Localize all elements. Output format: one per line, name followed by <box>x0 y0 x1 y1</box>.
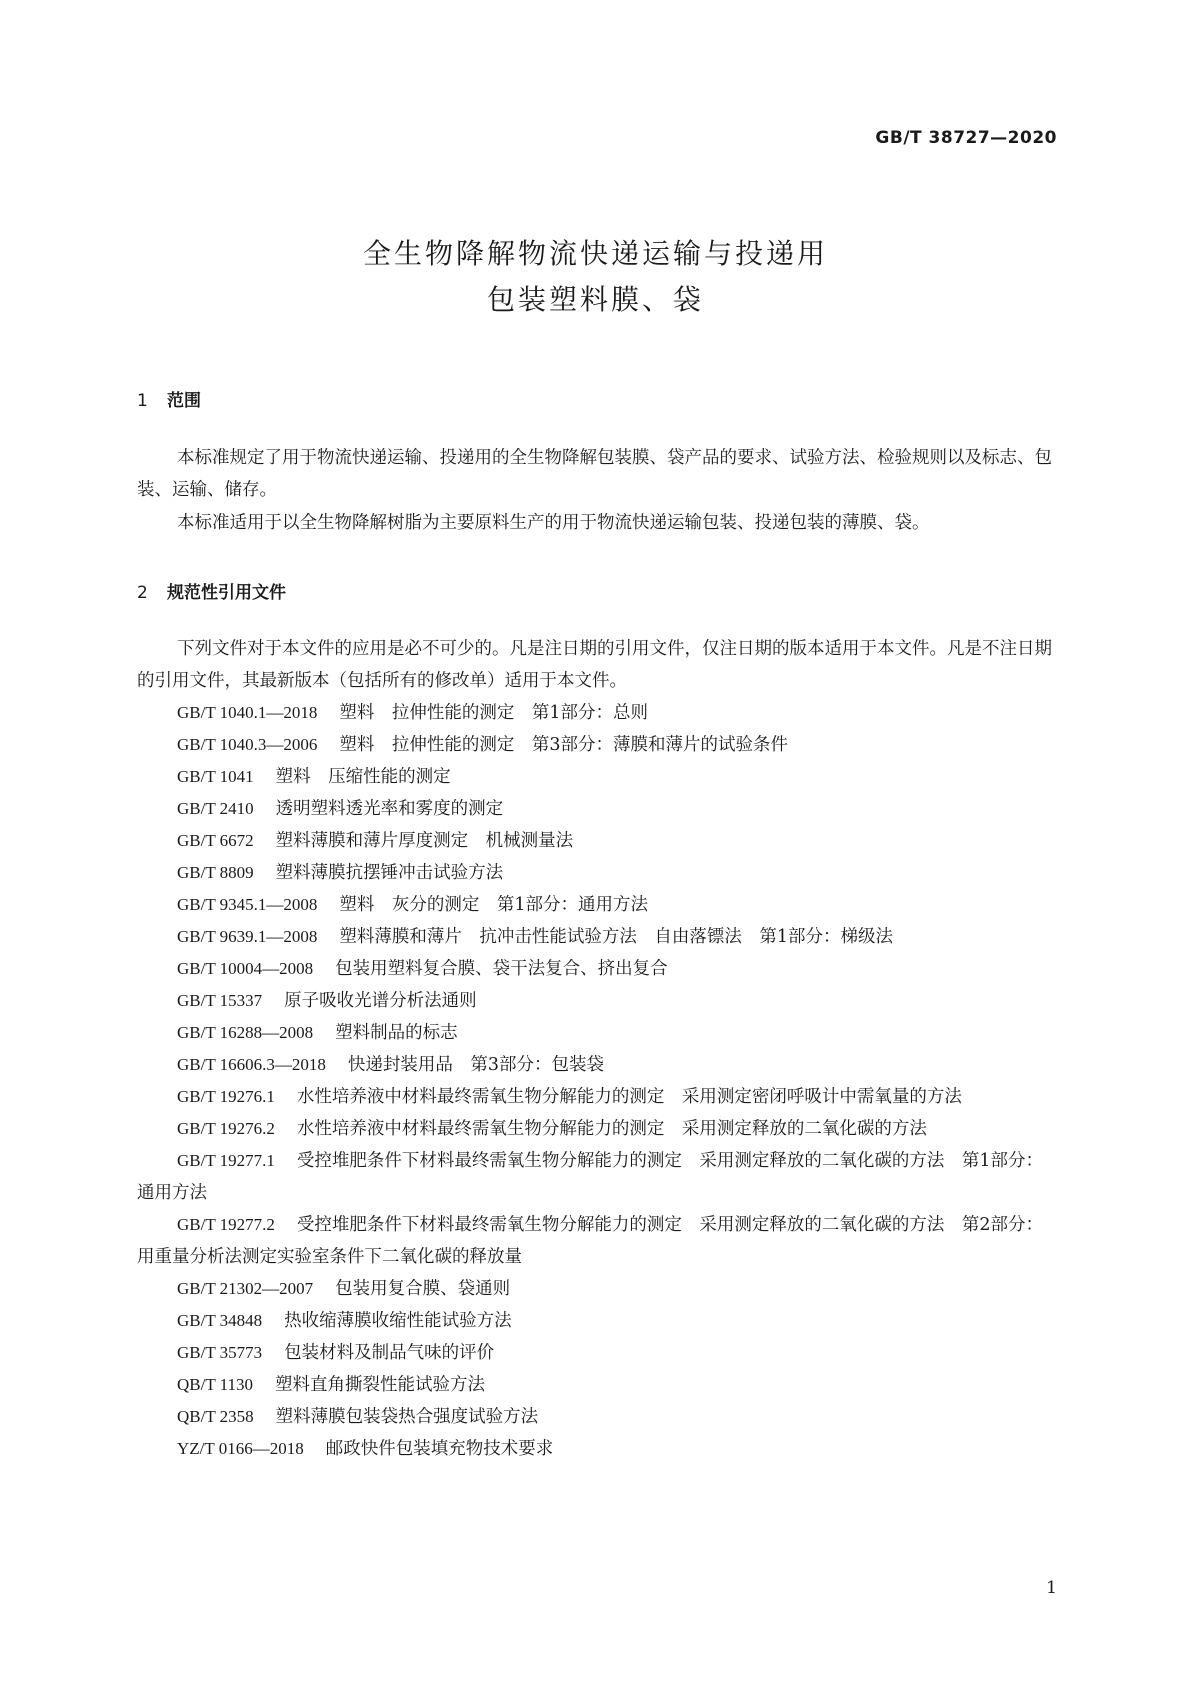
reference-code: GB/T 6672 <box>177 831 254 850</box>
reference-code: GB/T 16288—2008 <box>177 1023 314 1042</box>
reference-code: GB/T 9345.1—2008 <box>177 895 318 914</box>
reference-code: GB/T 16606.3—2018 <box>177 1055 326 1074</box>
reference-code: GB/T 19276.2 <box>177 1119 275 1138</box>
reference-title: 包装用塑料复合膜、袋干法复合、挤出复合 <box>335 959 668 979</box>
reference-code: GB/T 15337 <box>177 991 263 1010</box>
reference-code: QB/T 2358 <box>177 1407 254 1426</box>
reference-title: 塑料直角撕裂性能试验方法 <box>275 1375 486 1395</box>
reference-title: 塑料薄膜抗摆锤冲击试验方法 <box>275 863 504 883</box>
reference-item <box>137 1369 1053 1401</box>
reference-title: 水性培养液中材料最终需氧生物分解能力的测定 采用测定密闭呼吸计中需氧量的方法 <box>296 1087 962 1107</box>
reference-title: 塑料薄膜包装袋热合强度试验方法 <box>275 1407 539 1427</box>
reference-code: GB/T 9639.1—2008 <box>177 927 318 946</box>
reference-code: GB/T 10004—2008 <box>177 959 314 978</box>
reference-item <box>137 1273 1053 1305</box>
document-title-line1: 全生物降解物流快递运输与投递用 <box>362 237 828 270</box>
reference-item <box>137 1113 1053 1145</box>
reference-code: YZ/T 0166—2018 <box>177 1439 304 1458</box>
section-2-number: 2 <box>137 583 148 603</box>
reference-title: 塑料 压缩性能的测定 <box>275 767 451 787</box>
reference-item <box>137 1145 1053 1209</box>
reference-title: 包装材料及制品气味的评价 <box>284 1343 495 1363</box>
reference-code: GB/T 19277.2 <box>177 1215 275 1234</box>
reference-item <box>137 1305 1053 1337</box>
reference-item <box>137 729 1053 761</box>
standard-code: GB/T 38727—2020 <box>875 128 1057 148</box>
reference-title: 塑料 拉伸性能的测定 第1部分：总则 <box>339 703 649 723</box>
reference-item <box>137 1209 1053 1273</box>
section-2-title: 规范性引用文件 <box>167 583 286 603</box>
scope-paragraph-2: 本标准适用于以全生物降解树脂为主要原料生产的用于物流快递运输包装、投递包装的薄膜、袋。 <box>177 513 930 533</box>
reference-item <box>137 793 1053 825</box>
reference-title: 邮政快件包装填充物技术要求 <box>325 1439 554 1459</box>
reference-title: 原子吸收光谱分析法通则 <box>284 991 477 1011</box>
reference-item <box>137 985 1053 1017</box>
reference-title: 热收缩薄膜收缩性能试验方法 <box>284 1311 512 1331</box>
reference-item <box>137 825 1053 857</box>
reference-code: GB/T 34848 <box>177 1311 263 1330</box>
reference-title: 塑料 拉伸性能的测定 第3部分：薄膜和薄片的试验条件 <box>339 735 789 755</box>
page-number: 1 <box>1046 1578 1057 1598</box>
reference-title: 受控堆肥条件下材料最终需氧生物分解能力的测定 采用测定释放的二氧化碳的方法 第2部分：用重量分析法测定实验室条件下二氧化碳的释放量 <box>137 1215 1044 1267</box>
reference-code: GB/T 8809 <box>177 863 254 882</box>
references-intro: 下列文件对于本文件的应用是必不可少的。凡是注日期的引用文件，仅注日期的版本适用于本文件。凡是不注日期的引用文件，其最新版本（包括所有的修改单）适用于本文件。 <box>137 639 1052 691</box>
reference-title: 包装用复合膜、袋通则 <box>335 1279 511 1299</box>
reference-item <box>137 761 1053 793</box>
reference-code: GB/T 1040.3—2006 <box>177 735 318 754</box>
reference-item <box>137 921 1053 953</box>
reference-title: 塑料制品的标志 <box>335 1023 458 1043</box>
reference-title: 透明塑料透光率和雾度的测定 <box>275 799 504 819</box>
reference-title: 快递封装用品 第3部分：包装袋 <box>347 1055 605 1075</box>
section-1-heading <box>137 386 201 411</box>
reference-item <box>137 889 1053 921</box>
reference-item <box>137 1049 1053 1081</box>
reference-code: GB/T 19277.1 <box>177 1151 275 1170</box>
reference-title: 水性培养液中材料最终需氧生物分解能力的测定 采用测定释放的二氧化碳的方法 <box>296 1119 927 1139</box>
reference-item <box>137 1337 1053 1369</box>
section-2-heading <box>137 578 286 603</box>
reference-code: QB/T 1130 <box>177 1375 254 1394</box>
reference-list <box>137 697 1053 1465</box>
reference-title: 塑料 灰分的测定 第1部分：通用方法 <box>339 895 649 915</box>
reference-title: 塑料薄膜和薄片 抗冲击性能试验方法 自由落镖法 第1部分：梯级法 <box>339 927 894 947</box>
reference-item <box>137 1401 1053 1433</box>
section-1-title: 范围 <box>167 391 201 411</box>
reference-item <box>137 697 1053 729</box>
reference-code: GB/T 1040.1—2018 <box>177 703 318 722</box>
reference-code: GB/T 1041 <box>177 767 254 786</box>
reference-code: GB/T 2410 <box>177 799 254 818</box>
reference-item <box>137 857 1053 889</box>
reference-item <box>137 1081 1053 1113</box>
reference-code: GB/T 35773 <box>177 1343 263 1362</box>
reference-item <box>137 1017 1053 1049</box>
reference-item <box>137 953 1053 985</box>
section-1-number: 1 <box>137 391 148 411</box>
reference-title: 塑料薄膜和薄片厚度测定 机械测量法 <box>275 831 574 851</box>
reference-code: GB/T 19276.1 <box>177 1087 275 1106</box>
document-title-line2: 包装塑料膜、袋 <box>486 283 704 316</box>
reference-code: GB/T 21302—2007 <box>177 1279 314 1298</box>
reference-title: 受控堆肥条件下材料最终需氧生物分解能力的测定 采用测定释放的二氧化碳的方法 第1部分：通用方法 <box>137 1151 1044 1203</box>
reference-item <box>137 1433 1053 1465</box>
scope-paragraph-1: 本标准规定了用于物流快递运输、投递用的全生物降解包装膜、袋产品的要求、试验方法、检验规则以及标志、包装、运输、储存。 <box>137 448 1052 500</box>
